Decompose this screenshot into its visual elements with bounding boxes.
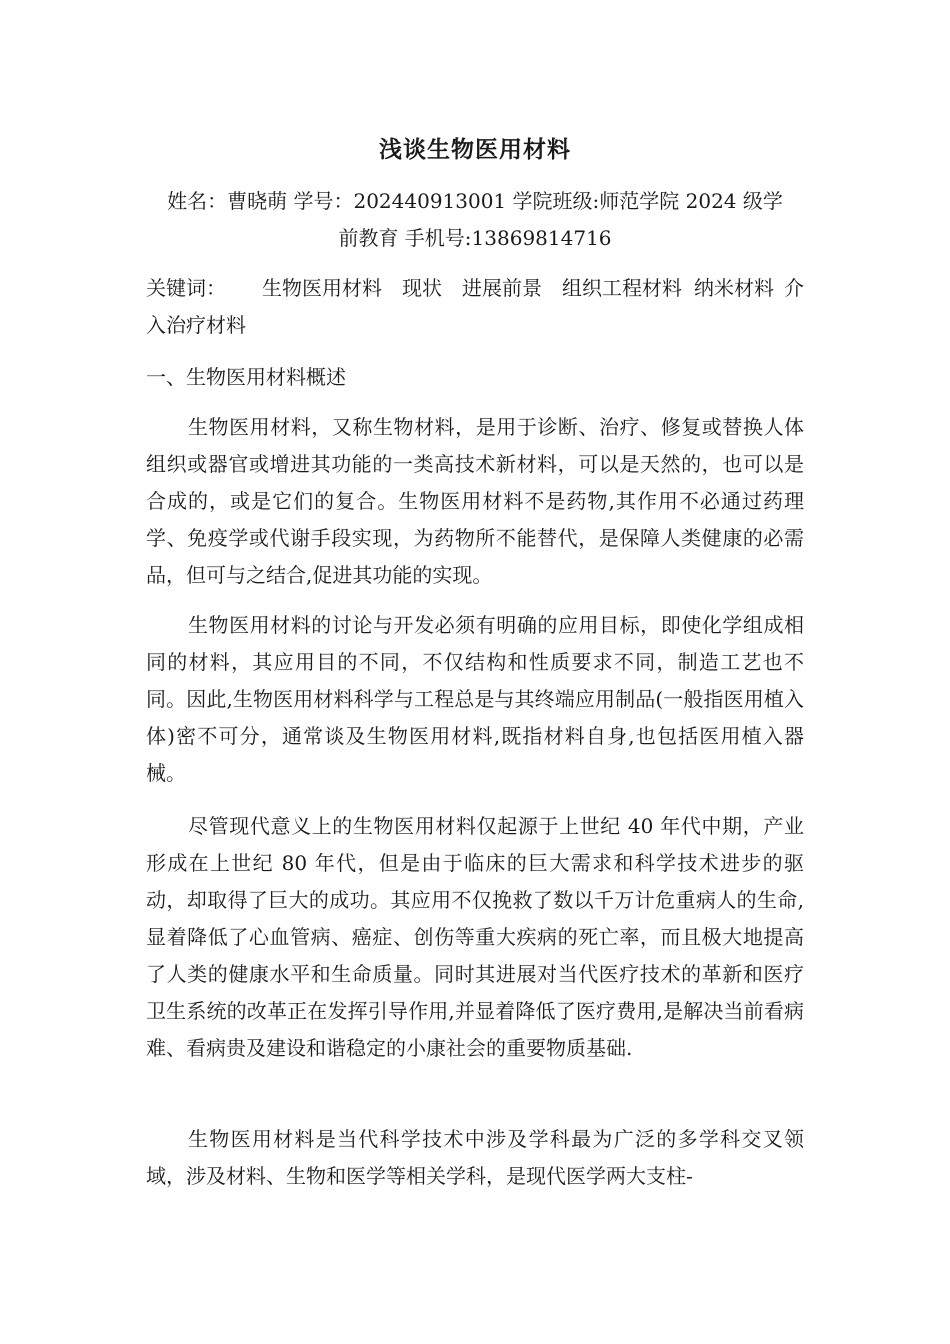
body-paragraph: 生物医用材料的讨论与开发必须有明确的应用目标，即使化学组成相同的材料，其应用目的不同，不仅结构和性质要求不同，制造工艺也不同。因此,生物医用材料科学与工程总是与其终端应用制品(一般指医用植入体)密不可分，通常谈及生物医用材料,既指材料自身,也包括医用植入器械。: [146, 613, 804, 785]
author-info: [146, 183, 804, 257]
keyword-item: 组织工程材料: [562, 276, 682, 300]
body-paragraph: 生物医用材料，又称生物材料，是用于诊断、治疗、修复或替换人体组织或器官或增进其功能的一类高技术新材料，可以是天然的，也可以是合成的，或是它们的复合。生物医用材料不是药物,其作用不必通过药理学、免疫学或代谢手段实现，为药物所不能替代，是保障人类健康的必需品，但可与之结合,促进其功能的实现。: [146, 415, 804, 587]
section-heading: 一、生物医用材料概述: [146, 365, 346, 389]
keywords: [146, 270, 804, 344]
keyword-item: 生物医用材料: [262, 276, 382, 300]
author-info-line-2: 前教育 手机号:13869814716: [338, 226, 612, 250]
keyword-item: 介入治疗材料: [146, 276, 804, 337]
document-title: 浅谈生物医用材料: [379, 136, 571, 163]
body-paragraph: 生物医用材料是当代科学技术中涉及学科最为广泛的多学科交叉领域，涉及材料、生物和医学等相关学科，是现代医学两大支柱-: [146, 1127, 804, 1188]
keywords-label: 关键词：: [146, 276, 226, 300]
body-paragraph: 尽管现代意义上的生物医用材料仅起源于上世纪 40 年代中期，产业形成在上世纪 80 年代，但是由于临床的巨大需求和科学技术进步的驱动，却取得了巨大的成功。其应用不仅挽救了数以千万计危重病人的生命,显着降低了心血管病、癌症、创伤等重大疾病的死亡率，而且极大地提高了人类的健康水平和生命质量。同时其进展对当代医疗技术的革新和医疗卫生系统的改革正在发挥引导作用,并显着降低了医疗费用,是解决当前看病难、看病贵及建设和谐稳定的小康社会的重要物质基础.: [146, 814, 804, 1060]
keyword-item: 纳米材料: [694, 276, 774, 300]
author-info-line-1: 姓名：曹晓萌 学号：202440913001 学院班级:师范学院 2024 级学: [167, 189, 783, 213]
keyword-item: 进展前景: [462, 276, 542, 300]
keyword-item: 现状: [402, 276, 442, 300]
